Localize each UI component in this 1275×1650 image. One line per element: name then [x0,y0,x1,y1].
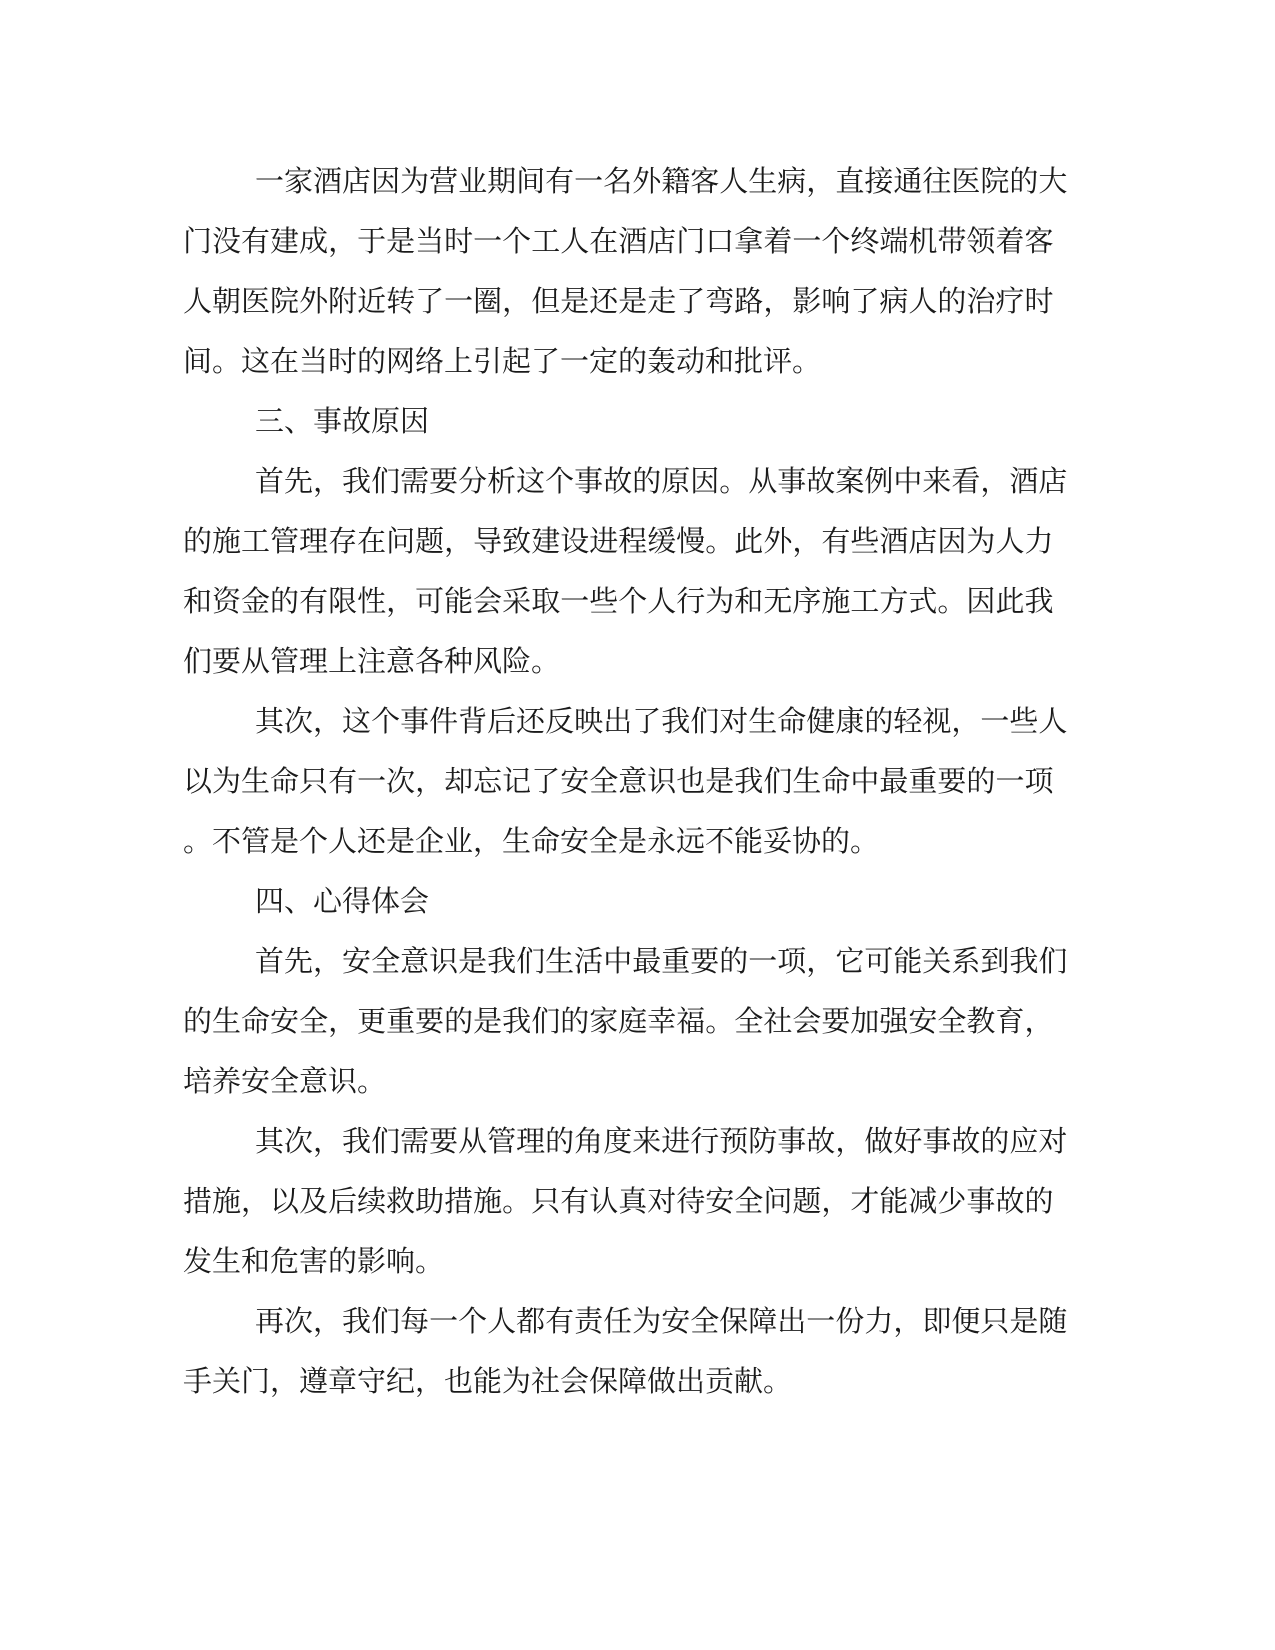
paragraph-line: 。不管是个人还是企业，生命安全是永远不能妥协的。 [183,824,880,858]
paragraph-line: 首 先 ， 我 们 需 要 分 析 这 个 事 故 的 原 因 。 从 事 故 案 例 中 来 看 ， 酒 店 [255,464,1068,498]
paragraph-line: 以 为 生 命 只 有 一 次 ， 却 忘 记 了 安 全 意 识 也 是 我 们 生 命 中 最 重 要 的 一 项 [183,764,1054,798]
paragraph-line: 发生和危害的影响。 [183,1244,445,1278]
paragraph-line: 手关门，遵章守纪，也能为社会保障做出贡献。 [183,1364,793,1398]
paragraph-line: 的 施 工 管 理 存 在 问 题 ， 导 致 建 设 进 程 缓 慢 。 此 外 ， 有 些 酒 店 因 为 人 力 [183,524,1054,558]
section-heading: 三、事故原因 [255,404,430,438]
paragraph-line: 门 没 有 建 成 ， 于 是 当 时 一 个 工 人 在 酒 店 门 口 拿 着 一 个 终 端 机 带 领 着 客 [183,224,1054,258]
paragraph-line: 一 家 酒 店 因 为 营 业 期 间 有 一 名 外 籍 客 人 生 病 ， 直 接 通 往 医 院 的 大 [255,164,1068,198]
paragraph-line: 其 次 ， 这 个 事 件 背 后 还 反 映 出 了 我 们 对 生 命 健 康 的 轻 视 ， 一 些 人 [255,704,1068,738]
paragraph-line: 们要从管理上注意各种风险。 [183,644,561,678]
section-heading: 四、心得体会 [255,884,430,918]
paragraph-line: 间。这在当时的网络上引起了一定的轰动和批评。 [183,344,822,378]
paragraph-line: 首 先 ， 安 全 意 识 是 我 们 生 活 中 最 重 要 的 一 项 ， 它 可 能 关 系 到 我 们 [255,944,1068,978]
paragraph-line: 措 施 ， 以 及 后 续 救 助 措 施 。 只 有 认 真 对 待 安 全 问 题 ， 才 能 减 少 事 故 的 [183,1184,1054,1218]
paragraph-line: 和 资 金 的 有 限 性 ， 可 能 会 采 取 一 些 个 人 行 为 和 无 序 施 工 方 式 。 因 此 我 [183,584,1054,618]
paragraph-line: 其 次 ， 我 们 需 要 从 管 理 的 角 度 来 进 行 预 防 事 故 ， 做 好 事 故 的 应 对 [255,1124,1068,1158]
paragraph-line: 再 次 ， 我 们 每 一 个 人 都 有 责 任 为 安 全 保 障 出 一 份 力 ， 即 便 只 是 随 [255,1304,1068,1338]
paragraph-line: 的 生 命 安 全 ， 更 重 要 的 是 我 们 的 家 庭 幸 福 。 全 社 会 要 加 强 安 全 教 育 ， [183,1004,1054,1038]
document-body [183,158,1083,1418]
paragraph-line: 培养安全意识。 [183,1064,387,1098]
paragraph-line: 人 朝 医 院 外 附 近 转 了 一 圈 ， 但 是 还 是 走 了 弯 路 ， 影 响 了 病 人 的 治 疗 时 [183,284,1054,318]
